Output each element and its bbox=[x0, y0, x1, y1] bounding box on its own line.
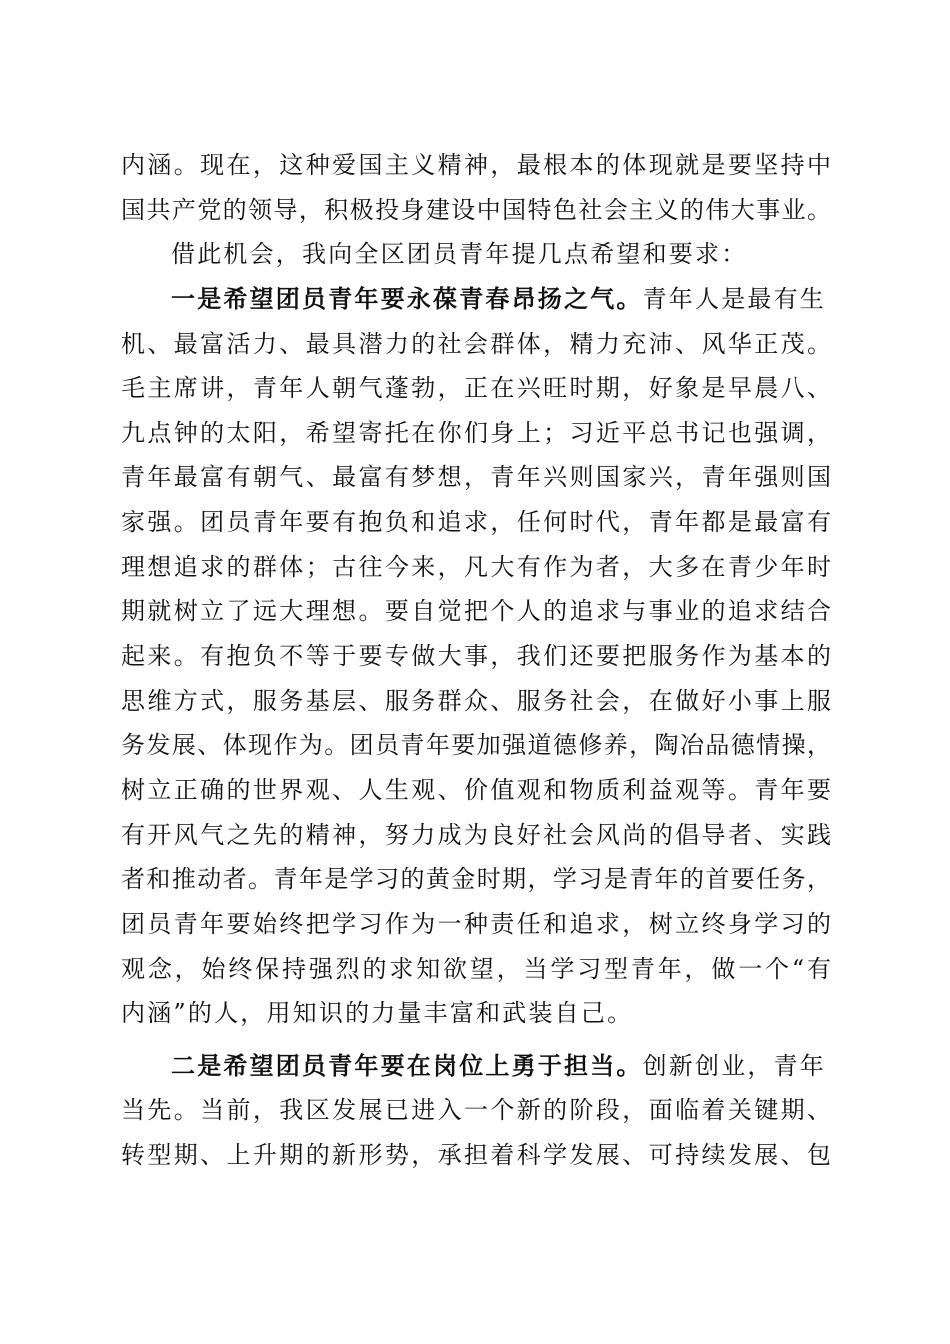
paragraph-gap bbox=[121, 1036, 831, 1044]
paragraph-intro: 借此机会，我向全区团员青年提几点希望和要求： bbox=[171, 240, 748, 269]
text-fragment: 创新创业，青年 bbox=[642, 1051, 827, 1080]
text-line: 团员青年要始终把学习作为一种责任和追求，树立终身学习的 bbox=[121, 909, 831, 938]
text-line: 当先。当前，我区发展已进入一个新的阶段，面临着关键期、 bbox=[121, 1096, 831, 1125]
text-line: 国共产党的领导，积极投身建设中国特色社会主义的伟大事业。 bbox=[121, 195, 831, 224]
text-line: 机、最富活力、最具潜力的社会群体，精力充沛、风华正茂。 bbox=[121, 329, 831, 358]
text-line: 九点钟的太阳，希望寄托在你们身上；习近平总书记也强调， bbox=[121, 418, 831, 447]
text-line: 者和推动者。青年是学习的黄金时期，学习是青年的首要任务， bbox=[121, 865, 831, 894]
text-fragment: 青年人是最有生 bbox=[642, 284, 827, 313]
text-line: 期就树立了远大理想。要自觉把个人的追求与事业的追求结合 bbox=[121, 597, 831, 626]
text-line: 家强。团员青年要有抱负和追求，任何时代，青年都是最富有 bbox=[121, 508, 831, 537]
text-line: 毛主席讲，青年人朝气蓬勃，正在兴旺时期，好象是早晨八、 bbox=[121, 374, 831, 403]
text-line: 理想追求的群体；古往今来，凡大有作为者，大多在青少年时 bbox=[121, 552, 831, 581]
text-line: 内涵。现在，这种爱国主义精神，最根本的体现就是要坚持中 bbox=[121, 151, 831, 179]
text-line: 转型期、上升期的新形势，承担着科学发展、可持续发展、包 bbox=[121, 1141, 831, 1170]
text-line: 观念，始终保持强烈的求知欲望，当学习型青年，做一个“有 bbox=[121, 954, 831, 983]
body-text bbox=[121, 143, 831, 1178]
text-line: 务发展、体现作为。团员青年要加强道德修养，陶冶品德情操， bbox=[121, 731, 831, 760]
text-line: 思维方式，服务基层、服务群众、服务社会，在做好小事上服 bbox=[121, 686, 831, 715]
point-two-heading: 二是希望团员青年要在岗位上勇于担当。 bbox=[171, 1050, 643, 1080]
text-line: 树立正确的世界观、人生观、价值观和物质利益观等。青年要 bbox=[121, 775, 831, 804]
point-one-heading: 一是希望团员青年要永葆青春昂扬之气。 bbox=[171, 283, 643, 313]
paragraph-two-first-line bbox=[121, 1044, 831, 1089]
text-line: 有开风气之先的精神，努力成为良好社会风尚的倡导者、实践 bbox=[121, 820, 831, 849]
paragraph-one-first-line bbox=[121, 277, 831, 322]
text-line: 起来。有抱负不等于要专做大事，我们还要把服务作为基本的 bbox=[121, 642, 831, 671]
text-line: 青年最富有朝气、最富有梦想，青年兴则国家兴，青年强则国 bbox=[121, 463, 831, 492]
text-line: 内涵”的人，用知识的力量丰富和武装自己。 bbox=[121, 999, 634, 1028]
